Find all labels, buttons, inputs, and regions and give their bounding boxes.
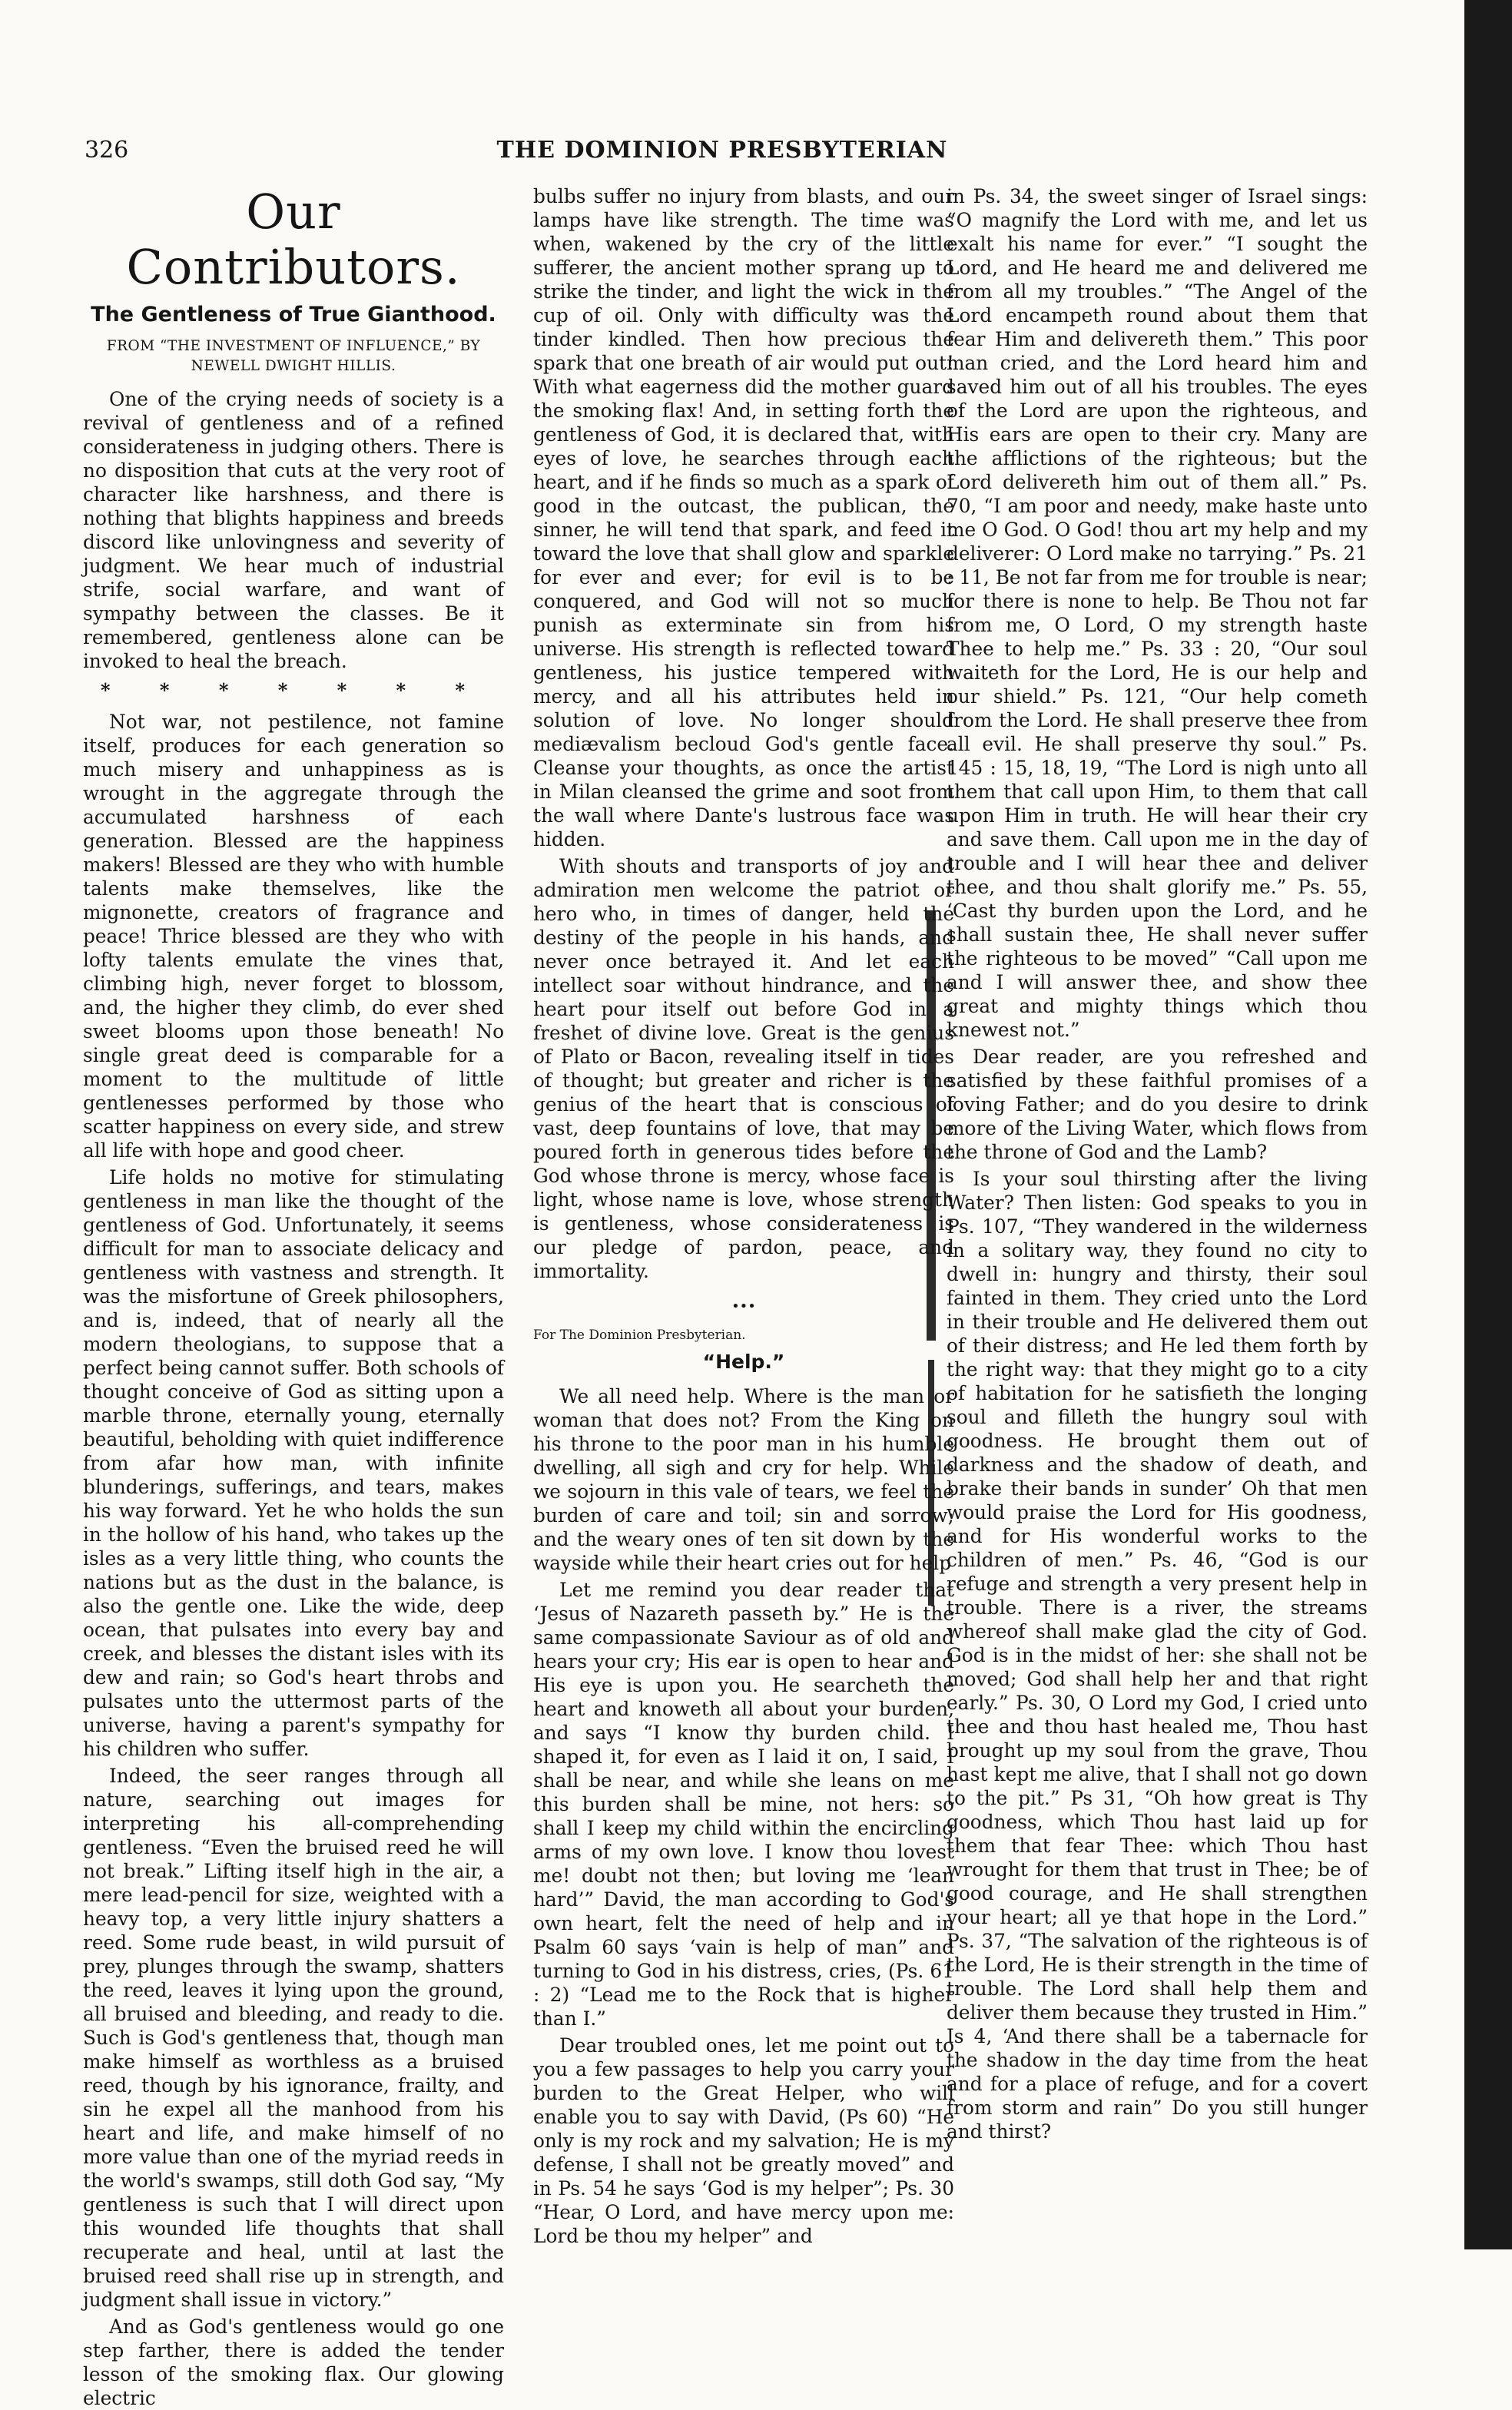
paragraph: Is your soul thirsting after the living Water? Then listen: God speaks to you in Ps. 107, “They wandered in the wilderness in a solitary way, they found no city to dwell in: hungry and thirsty, their soul fainted in them. They cried unto the Lord in their trouble and He delivered them out of their distress; and He led them forth by the right way: that they might go to a city of habitation for he satisfieth the longing soul and filleth the hungry soul with goodness. He brought them out of darkness and the shadow of death, and brake their bands in sunder’ Oh that men would praise the Lord for His goodness, and for His wonderful works to the children of men.” Ps. 46, “God is our refuge and strength a very present help in trouble. There is a river, the streams whereof shall make glad the city of God. God is in the midst of her: she shall not be moved; God shall help her and that right early.” Ps. 30, O Lord my God, I cried unto thee and thou hast healed me, Thou hast brought up my soul from the grave, Thou hast kept me alive, that I shall not go down to the pit.” Ps 31, “Oh how great is Thy goodness, which Thou hast laid up for them that fear Thee: which Thou hast wrought for them that trust in Thee; be of good courage, and He shall strengthen your heart; all ye that hope in the Lord.” Ps. 37, “The salvation of the righteous is of the Lord, He is their strength in the time of trouble. The Lord shall help them and deliver them because they trusted in Him.” Is 4, ‘And there shall be a tabernacle for the shadow in the day time from the heat and for a place of refuge, and for a covert from storm and rain” Do you still hunger and thirst? xyxy=(947,1168,1368,2143)
paragraph: Not war, not pestilence, not famine itself, produces for each generation so much misery and unhappiness as is wrought in the aggregate through the accumulated harshness of each generation. Blessed are the happiness makers! Blessed are they who with humble talents make themselves, like the mignonette, creators of fragrance and peace! Thrice blessed are they who with lofty talents emulate the vines that, climbing high, never forget to blossom, and, the higher they climb, do ever shed sweet blooms upon those beneath! No single great deed is comparable for a moment to the multitude of little gentlenesses performed by those who scatter happiness on every side, and strew all life with hope and good cheer. xyxy=(83,711,504,1162)
column-2 xyxy=(533,184,954,2247)
paragraph: Life holds no motive for stimulating gentleness in man like the thought of the gentleness of God. Unfortunately, it seems difficult for man to associate delicacy and gentleness with vastness and strength. It was the misfortune of Greek philosophers, and is, indeed, that of nearly all the modern theologians, to suppose that a perfect being cannot suffer. Both schools of thought conceive of God as sitting upon a marble throne, eternally young, eternally beautiful, beholding with quiet indifference from afar how man, with infinite blunderings, sufferings, and tears, makes his way forward. Yet he who holds the sun in the hollow of his hand, who takes up the isles as a very little thing, who counts the nations but as the dust in the balance, is also the gentle one. Like the wide, deep ocean, that pulsates into every bay and creek, and blesses the distant isles with its dew and rain; so God's heart throbs and pulsates unto the uttermost parts of the universe, having a parent's sympathy for his children who suffer. xyxy=(83,1166,504,1760)
paragraph: With shouts and transports of joy and admiration men welcome the patriot or hero who, in times of danger, held the destiny of the people in his hands, and never once betrayed it. And let each intellect soar without hindrance, and the heart pour itself out before God in a freshet of divine love. Great is the genius of Plato or Bacon, revealing itself in tides of thought; but greater and richer is the genius of the heart that is conscious of vast, deep fountains of love, that may be poured forth in generous tides before the God whose throne is mercy, whose face is light, whose name is love, whose strength is gentleness, whose considerateness is our pledge of pardon, peace, and immortality. xyxy=(533,855,954,1282)
paragraph: One of the crying needs of society is a revival of gentleness and of a refined considerateness in judging others. There is no disposition that cuts at the very root of character like harshness, and there is nothing that blights happiness and breeds discord like unlovingness and severity of judgment. We hear much of industrial strife, social warfare, and want of sympathy between the classes. Be it remembered, gentleness alone can be invoked to heal the breach. xyxy=(83,388,504,672)
running-head xyxy=(85,137,1360,167)
article-source: FROM “THE INVESTMENT OF INFLUENCE,” BY NEWELL DWIGHT HILLIS. xyxy=(106,338,481,374)
asterisk-divider: * * * * * * * xyxy=(101,679,486,701)
page-number: 326 xyxy=(85,137,129,164)
ornament-divider: ••• xyxy=(731,1298,756,1314)
column-3 xyxy=(947,184,1368,2166)
paragraph: bulbs suffer no injury from blasts, and our lamps have like strength. The time was when, wakened by the cry of the little sufferer, the ancient mother sprang up to strike the tinder, and light the wick in the cup of oil. Only with difficulty was the tinder kindled. Then how precious the spark that one breath of air would put out! With what eagerness did the mother guard the smoking flax! And, in setting forth the gentleness of God, it is declared that, with eyes of love, he searches through each heart, and if he finds so much as a spark of good in the outcast, the publican, the sinner, he will tend that spark, and feed it toward the love that shall glow and sparkle for ever and ever; for evil is to be conquered, and God will not so much punish as exterminate sin from his universe. His strength is reflected toward gentleness, his justice tempered with mercy, and all his attributes held in solution of love. No longer should mediævalism becloud God's gentle face. Cleanse your thoughts, as once the artist in Milan cleansed the grime and soot from the wall where Dante's lustrous face was hidden. xyxy=(533,185,954,850)
paragraph: Dear reader, are you refreshed and satisfied by these faithful promises of a loving Father; and do you desire to drink more of the Living Water, which flows from the throne of God and the Lamb? xyxy=(947,1046,1368,1163)
paragraph: Let me remind you dear reader that ‘Jesus of Nazareth passeth by.” He is the same compassionate Saviour as of old and hears your cry; His ear is open to hear and His eye is upon you. He searcheth the heart and knoweth all about your burden, and says “I know thy burden child. I shaped it, for even as I laid it on, I said, I shall be near, and while she leans on me this burden shall be mine, not hers: so shall I keep my child within the encircling arms of my own love. I know thou lovest me! doubt not then; but loving me ‘lean hard’” David, the man according to God's own heart, felt the need of help and in Psalm 60 says ‘vain is help of man” and turning to God in his distress, cries, (Ps. 61 : 2) “Lead me to the Rock that is higher than I.” xyxy=(533,1579,954,2030)
article-title: The Gentleness of True Gianthood. xyxy=(91,303,496,327)
paragraph: Indeed, the seer ranges through all nature, searching out images for interpreting his all-comprehending gentleness. “Even the bruised reed he will not break.” Lifting itself high in the air, a mere lead-pencil for size, weighted with a heavy top, a very little injury shatters a reed. Some rude beast, in wild pursuit of prey, plunges through the swamp, shatters the reed, leaves it lying upon the ground, all bruised and bleeding, and ready to die. Such is God's gentleness that, though man make himself as worthless as a bruised reed, though by his ignorance, frailty, and sin he expel all the manhood from his heart and life, and make himself of no more value than one of the myriad reeds in the world's swamps, still doth God say, “My gentleness is such that I will direct upon this wounded life thoughts that shall recuperate and heal, until at last the bruised reed shall rise up in strength, and judgment shall issue in victory.” xyxy=(83,1765,504,2311)
section-title: Our Contributors. xyxy=(126,184,461,295)
column-1 xyxy=(83,184,504,2409)
page-edge-border xyxy=(1464,0,1512,2249)
help-article-title: “Help.” xyxy=(702,1351,785,1373)
paragraph: Dear troubled ones, let me point out to you a few passages to help you carry your burden to the Great Helper, who will enable you to say with David, (Ps 60) “He only is my rock and my salvation; He is my defense, I shall not be greatly moved” and in Ps. 54 he says ‘God is my helper”; Ps. 30 “Hear, O Lord, and have mercy upon me: Lord be thou my helper” and xyxy=(533,2034,954,2247)
paragraph: We all need help. Where is the man or woman that does not? From the King on his throne to the poor man in his humble dwelling, all sigh and cry for help. While we sojourn in this vale of tears, we feel the burden of care and toil; sin and sorrow; and the weary ones of ten sit down by the wayside while their heart cries out for help xyxy=(533,1385,954,1574)
paragraph: And as God's gentleness would go one step farther, there is added the tender lesson of the smoking flax. Our glowing electric xyxy=(83,2316,504,2409)
paragraph: in Ps. 34, the sweet singer of Israel sings: “O magnify the Lord with me, and let us exalt his name for ever.” “I sought the Lord, and He heard me and delivered me from all my troubles.” “The Angel of the Lord encampeth round about them that fear Him and delivereth them.” This poor man cried, and the Lord heard him and saved him out of all his troubles. The eyes of the Lord are upon the righteous, and His ears are open to their cry. Many are the afflictions of the righteous; but the Lord delivereth him out of them all.” Ps. 70, “I am poor and needy, make haste unto me O God. O God! thou art my help and my deliverer: O Lord make no tarrying.” Ps. 21 : 11, Be not far from me for trouble is near; for there is none to help. Be Thou not far from me, O Lord, O my strength haste Thee to help me.” Ps. 33 : 20, “Our soul waiteth for the Lord, He is our help and our shield.” Ps. 121, “Our help cometh from the Lord. He shall preserve thee from all evil. He shall preserve thy soul.” Ps. 145 : 15, 18, 19, “The Lord is nigh unto all them that call upon Him, to them that call upon Him in truth. He will hear their cry and save them. Call upon me in the day of trouble and I will hear thee and deliver thee, and thou shalt glorify me.” Ps. 55, ‘Cast thy burden upon the Lord, and he shall sustain thee, He shall never suffer the righteous to be moved” “Call upon me and I will answer thee, and show thee great and mighty things which thou knewest not.” xyxy=(947,185,1368,1041)
journal-title: THE DOMINION PRESBYTERIAN xyxy=(496,137,948,164)
article-credit: For The Dominion Presbyterian. xyxy=(533,1328,746,1343)
